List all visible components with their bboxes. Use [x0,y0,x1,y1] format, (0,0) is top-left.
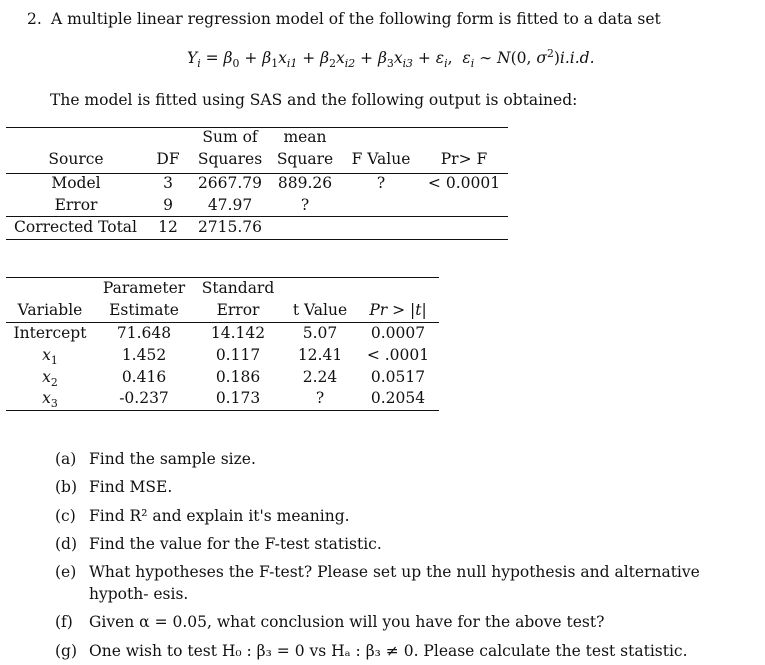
params-cell-p: 0.0007 [370,324,426,342]
params-cell-estimate: -0.237 [119,389,169,407]
anova-total-rule [6,216,508,217]
params-header-rule [6,322,439,323]
anova-cell-ms: ? [300,196,310,214]
anova-cell-ms: 889.26 [277,174,333,192]
params-cell-t: 12.41 [297,346,343,364]
params-header-tvalue: t Value [292,301,348,319]
question-text: What hypotheses the F-test? Please set up the null hypothesis and alternative hypoth- esis. [89,563,700,603]
params-cell-t: 5.07 [302,324,338,342]
question-text: Find the value for the F-test statistic. [89,535,382,553]
anova-header-fvalue: F Value [351,150,411,168]
params-cell-estimate: 1.452 [121,346,167,364]
params-bottom-rule [6,410,439,411]
anova-cell-p: < 0.0001 [427,174,501,192]
anova-bottom-rule [6,239,508,240]
anova-cell-df: 12 [158,218,178,236]
question-item [55,476,755,498]
anova-cell-ss: 47.97 [207,196,253,214]
question-label: (e) [55,563,77,581]
anova-header-square: Square [276,150,334,168]
anova-header-top-square: mean [283,128,327,146]
params-header-prt: Pr > |t| [369,301,427,319]
question-label: (d) [55,535,78,553]
anova-cell-source: Corrected Total [14,218,138,236]
question-item [55,611,755,633]
anova-header-top-squares: Sum of [202,128,258,146]
params-cell-variable: $x_2$ [42,368,58,390]
params-header-top-standard: Standard [201,279,275,297]
model-equation: $Y_i = \beta_0 + \beta_1x_{i1} + \beta_2x_{i2} + \beta_3x_{i3} + \varepsilon_i$, $\varepsilon_i$ ∼ N(0, $\sigma^2)i.i.d$. [187,46,595,71]
anova-header-source: Source [48,150,104,168]
question-item [55,448,755,470]
params-cell-error: 0.117 [215,346,261,364]
params-cell-estimate: 71.648 [116,324,172,342]
anova-cell-df: 3 [163,174,173,192]
params-cell-p: 0.2054 [370,389,426,407]
question-item [55,640,755,662]
params-header-top-parameter: Parameter [102,279,186,297]
question-text: Find the sample size. [89,450,256,468]
sas-intro: The model is fitted using SAS and the following output is obtained: [50,91,578,109]
params-top-rule [6,277,439,278]
params-cell-t: 2.24 [302,368,338,386]
question-label: (b) [55,478,78,496]
problem-intro: A multiple linear regression model of the following form is fitted to a data set [51,10,661,28]
params-header-error: Error [216,301,260,319]
params-cell-error: 0.186 [215,368,261,386]
question-text: Find MSE. [89,478,173,496]
anova-cell-df: 9 [163,196,173,214]
question-label: (f) [55,613,73,631]
question-text: Given α = 0.05, what conclusion will you have for the above test? [89,613,605,631]
anova-cell-f: ? [376,174,386,192]
anova-header-squares: Squares [197,150,263,168]
question-text: Find R² and explain it's meaning. [89,507,350,525]
question-label: (a) [55,450,77,468]
question-label: (c) [55,507,76,525]
anova-cell-source: Error [54,196,98,214]
question-item [55,533,755,555]
params-cell-estimate: 0.416 [121,368,167,386]
question-label: (g) [55,642,78,660]
problem-number: 2. [27,10,42,28]
params-cell-error: 14.142 [210,324,266,342]
params-cell-variable: $x_3$ [42,389,58,411]
params-header-estimate: Estimate [109,301,179,319]
params-cell-p: < .0001 [366,346,430,364]
anova-header-prf: Pr> F [440,150,488,168]
anova-header-df: DF [156,150,180,168]
anova-cell-ss: 2667.79 [197,174,263,192]
params-cell-variable: $x_1$ [42,346,58,368]
question-item [55,561,757,605]
params-cell-p: 0.0517 [370,368,426,386]
params-cell-variable: Intercept [13,324,87,342]
question-item [55,505,755,527]
question-text: One wish to test H₀ : β₃ = 0 vs Hₐ : β₃ ≠ 0. Please calculate the test statistic. [89,642,688,660]
params-header-variable: Variable [17,301,83,319]
anova-cell-ss: 2715.76 [197,218,263,236]
params-cell-t: ? [315,389,325,407]
anova-cell-source: Model [51,174,101,192]
params-cell-error: 0.173 [215,389,261,407]
